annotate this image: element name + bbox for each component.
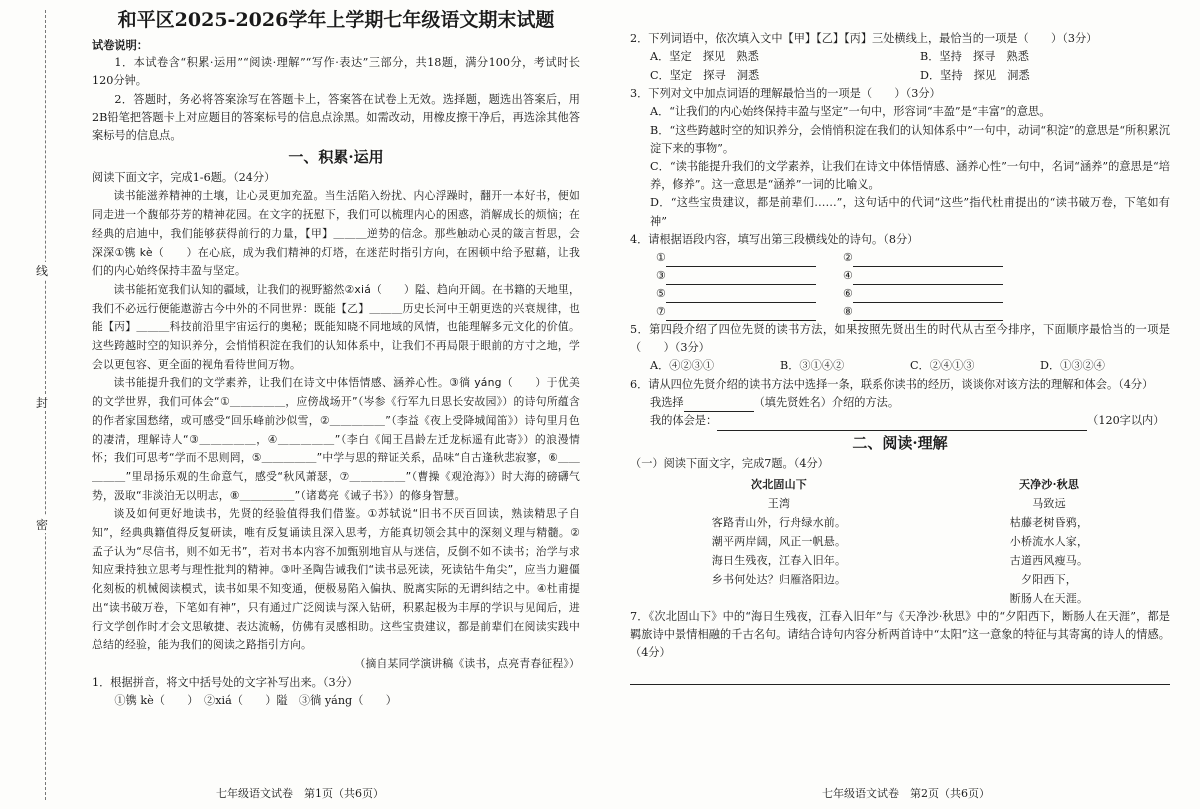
q6-choose-suffix: （填先贤姓名）介绍的方法。 — [753, 396, 900, 410]
poem2-line: 小桥流水人家， — [1009, 534, 1089, 548]
q7-answer-line[interactable] — [630, 670, 1170, 685]
q5-option-c: C．②④①③ — [910, 359, 975, 373]
passage-paragraph-2: 读书能拓宽我们认知的疆域，让我们的视野豁然②xiá（ ）隘、趋向开阔。在书籍的天地里，我们不必远行便能遨游古今中外的不同世界：既能【乙】＿＿＿历史长河中王朝更迭的兴衰规律，也能【丙】＿＿＿科技前沿里宇宙运行的奥秘；既能知晓不同地域的风情，也能理解多元文化的价值。这些跨越时空的知识养分，会悄悄积淀在我们的认知体系中，让我们不再局限于眼前的方寸之地，学会以更包容、更全面的视角看待世间万物。 — [92, 282, 580, 371]
poem1-line: 潮平两岸阔，风正一帆悬。 — [711, 534, 847, 548]
instruction-1: 1．本试卷含“积累·运用”“阅读·理解”“写作·表达”三部分，共18题，满分100分，考试时长120分钟。 — [92, 56, 580, 88]
q6-choose-line — [630, 394, 1170, 412]
binding-margin — [0, 0, 70, 809]
q2-option-a: A．坚定 探见 熟悉 — [650, 50, 759, 64]
blank-label: ⑥ — [843, 287, 854, 301]
question-7: 7．《次北固山下》中的“海日生残夜，江春入旧年”与《天净沙·秋思》中的“夕阳西下，断肠人在天涯”，都是羁旅诗中景情相融的千古名句。请结合诗句内容分析两首诗中“太阳”这一意象的特征与其寄寓的诗人的情感。（4分） — [630, 609, 1170, 660]
instructions-heading: 试卷说明： — [92, 38, 148, 52]
poem2-line: 断肠人在天涯。 — [1009, 591, 1089, 605]
q3-option-c: C．“读书能提升我们的文学素养，让我们在诗文中体悟情感、涵养心性”一句中，名词“涵养”的意思是“培养，修养”。这一意思是“涵养”一词的比喻义。 — [650, 160, 1170, 192]
poem-tianjingsha — [1010, 475, 1088, 608]
q5-options — [630, 357, 1170, 376]
exam-title: 和平区2025-2026学年上学期七年级语文期末试题 — [117, 9, 555, 31]
q4-blank-4[interactable] — [843, 267, 1018, 285]
page2-content — [630, 30, 1170, 685]
section-heading-accumulation: 一、积累·运用 — [288, 148, 384, 167]
q4-blank-7[interactable] — [656, 303, 831, 321]
q4-blank-6[interactable] — [843, 285, 1018, 303]
page-footer-2: 七年级语文试卷 第2页（共6页） — [822, 787, 990, 800]
q4-blank-3[interactable] — [656, 267, 831, 285]
question-4: 4．请根据语段内容，填写出第三段横线处的诗句。（8分） — [630, 232, 919, 246]
blank-label: ⑦ — [656, 305, 667, 319]
question-5: 5．第四段介绍了四位先贤的读书方法，如果按照先贤出生的时代从古至今排序，下面顺序最恰当的一项是（ ）（3分） — [630, 323, 1170, 355]
q3-option-b: B．“这些跨越时空的知识养分，会悄悄积淀在我们的认知体系中”一句中，动词“积淀”的意思是“所积累沉淀下来的事物”。 — [650, 123, 1170, 155]
page-footer-1: 七年级语文试卷 第1页（共6页） — [216, 787, 384, 800]
q6-experience-blank[interactable] — [717, 417, 1087, 431]
q5-option-b: B．③①④② — [780, 359, 845, 373]
q6-choose-prefix: 我选择 — [650, 396, 684, 410]
q2-option-d: D．坚持 探见 洞悉 — [920, 68, 1030, 82]
q3-option-d: D．“这些宝贵建议，都是前辈们……”，这句话中的代词“这些”指代杜甫提出的“读书破万卷，下笔如有神” — [650, 196, 1170, 228]
q6-word-limit: （120字以内） — [1087, 414, 1165, 428]
page1-content — [92, 8, 580, 710]
q2-options-row1 — [630, 48, 1170, 67]
q2-options-row2 — [630, 67, 1170, 86]
instruction-2: 2．答题时，务必将答案涂写在答题卡上，答案答在试卷上无效。选择题，题选出答案后，用2B铅笔把答题卡上对应题目的答案标号的信息点涂黑。如需改动，用橡皮擦干净后，再选涂其他答案标号的信息点。 — [92, 92, 580, 143]
poem-ci-beigushan — [712, 475, 846, 608]
question-3: 3．下列对文中加点词语的理解最恰当的一项是（ ）（3分） — [630, 87, 941, 101]
q4-blank-5[interactable] — [656, 285, 831, 303]
poem1-line: 乡书何处达？归雁洛阳边。 — [711, 572, 847, 586]
poem1-line: 客路青山外，行舟绿水前。 — [711, 515, 847, 529]
question-1-items: ①镌 kè（ ） ②xiá（ ）隘 ③徜 yáng（ ） — [114, 693, 397, 707]
poems-container — [630, 475, 1170, 608]
q4-blank-grid — [630, 249, 1170, 321]
poem2-line: 夕阳西下， — [1021, 572, 1077, 586]
blank-label: ② — [843, 251, 854, 265]
passage-paragraph-1: 读书能滋养精神的土壤，让心灵更加充盈。当生活陷入纷扰、内心浮躁时，翻开一本好书，便如同走进一个馥郁芬芳的精神花园。在文字的抚慰下，我们可以梳理内心的困惑，消解成长的烦恼；在经典的启迪中，我们能够获得前行的力量，【甲】＿＿＿逆势的信念。那些触动心灵的箴言哲思，会深深①镌 kè（ ）在心底，成为我们精神的灯塔，在迷茫时指引方向，在困顿中给予慰藉，让我们的内心始终保持丰盈与坚定。 — [92, 189, 580, 278]
blank-label: ① — [656, 251, 667, 265]
poem1-line: 海日生残夜，江春入旧年。 — [711, 553, 847, 567]
q5-option-a: A．④②③① — [650, 359, 715, 373]
blank-label: ④ — [843, 269, 854, 283]
poem1-author: 王湾 — [767, 496, 791, 510]
passage-paragraph-4: 谈及如何更好地读书，先贤的经验值得我们借鉴。①苏轼说“旧书不厌百回读，熟读精思子自知”，经典典籍值得反复研读，唯有反复诵读且深入思考，方能真切领会其中的深刻义理与精髓。②孟子认为“尽信书，则不如无书”，若对书本内容不加甄别地盲从与迷信，反倒不如不读书；治学与求知应秉持独立思考与理性批判的精神。③叶圣陶告诫我们“读书忌死读，死读钻牛角尖”，应当力避僵化刻板的机械阅读模式，读书如果不知变通，便极易陷入偏执、脱离实际的无谓纠结之中。④杜甫提出“读书破万卷，下笔如有神”，只有通过广泛阅读与深入钻研，积累起极为丰厚的学识与见闻后，进行文学创作时才会文思敏捷、表达流畅，仿佛有灵感相助。这些宝贵建议，都是前辈们在阅读实践中总结的经验，能为我们的阅读之路指引方向。 — [92, 507, 580, 652]
passage-paragraph-3: 读书能提升我们的文学素养，让我们在诗文中体悟情感、涵养心性。③徜 yáng（ ）于优美的文学世界，我们可体会“①＿＿＿＿＿，应傍战场开”（岑参《行军九日思长安故园》）的诗句所蕴含的作者家国愁绪，或可感受“回乐峰前沙似雪，②＿＿＿＿＿”（李益《夜上受降城闻笛》）诗句里月色的凄清，理解诗人“③＿＿＿＿＿，④＿＿＿＿＿”（李白《闻王昌龄左迁龙标遥有此寄》）的浪漫情怀；我们可思考“学而不思则罔，⑤＿＿＿＿＿”中学与思的辩证关系，品味“自古逢秋悲寂寥，⑥＿＿＿＿＿”里昂扬乐观的生命意气，感受“秋风萧瑟，⑦＿＿＿＿＿”（曹操《观沧海》）时大海的磅礴气势，汲取“非淡泊无以明志，⑧＿＿＿＿＿”（诸葛亮《诫子书》）的修身智慧。 — [92, 376, 581, 502]
q3-option-a: A．“让我们的内心始终保持丰盈与坚定”一句中，形容词“丰盈”是“丰富”的意思。 — [650, 105, 1051, 119]
question-2: 2．下列词语中，依次填入文中【甲】【乙】【丙】三处横线上，最恰当的一项是（ ）（3分） — [630, 32, 1098, 45]
poem2-line: 枯藤老树昏鸦， — [1009, 515, 1089, 529]
binding-char-feng: 封 — [36, 396, 49, 410]
reading-intro: 阅读下面文字，完成1-6题。（24分） — [92, 171, 276, 185]
section-heading-reading: 二、阅读·理解 — [852, 433, 948, 452]
poem2-line: 古道西风瘦马。 — [1009, 553, 1089, 567]
poem1-title: 次北固山下 — [751, 477, 807, 491]
blank-label: ③ — [656, 269, 667, 283]
reading2-intro: （一）阅读下面文字，完成7题。（4分） — [630, 456, 829, 470]
blank-label: ⑤ — [656, 287, 667, 301]
poem2-title: 天净沙·秋思 — [1018, 477, 1080, 491]
binding-char-xian: 线 — [36, 264, 49, 278]
q4-blank-8[interactable] — [843, 303, 1018, 321]
q6-experience-label: 我的体会是： — [650, 414, 718, 428]
q6-experience-line — [630, 412, 1170, 430]
q4-blank-2[interactable] — [843, 249, 1018, 267]
q5-option-d: D．①③②④ — [1040, 359, 1105, 373]
q2-option-b: B．坚持 探寻 熟悉 — [920, 50, 1029, 64]
exam-page-2 — [612, 0, 1200, 809]
passage-source: （摘自某同学演讲稿《读书，点亮青春征程》） — [354, 657, 580, 670]
q6-name-blank[interactable] — [684, 398, 754, 412]
question-1: 1．根据拼音，将文中括号处的文字补写出来。（3分） — [92, 675, 358, 689]
q2-option-c: C．坚定 探寻 洞悉 — [650, 68, 760, 82]
binding-char-mi: 密 — [36, 518, 49, 532]
question-6: 6．请从四位先贤介绍的读书方法中选择一条，联系你读书的经历，谈谈你对该方法的理解和体会。（4分） — [630, 377, 1154, 391]
blank-label: ⑧ — [843, 305, 854, 319]
q4-blank-1[interactable] — [656, 249, 831, 267]
poem2-author: 马致远 — [1032, 496, 1066, 510]
